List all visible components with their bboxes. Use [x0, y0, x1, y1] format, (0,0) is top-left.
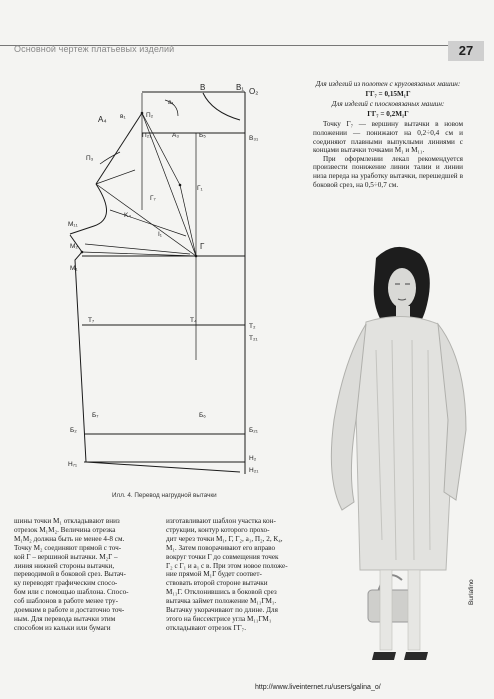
label-h2: H₂ [249, 455, 257, 462]
text-line: дит через точки М₁, Г, Г₂, а₁, П₂, 2, К₄, [166, 534, 283, 543]
paragraph-pattern-finish: При оформлении лекал рекомендуется произвести понижение линии талии и линии низа переда на уработку вытачки, перешедшей в боковой срез, на 0,5÷0,7 см. [313, 154, 463, 189]
label-a4: A₄ [98, 115, 107, 124]
intro-circular-knit: Для изделий из полотен с круговязаных машин: [315, 80, 461, 88]
text-line: шины точки М₁ откладывают вниз [14, 517, 120, 525]
label-k4: K₄ [124, 212, 131, 219]
running-header-title: Основной чертеж платьевых изделий [14, 44, 175, 54]
label-t4: T₄ [190, 317, 197, 324]
label-a3: A₃ [172, 132, 179, 139]
bottom-left-column [14, 517, 162, 633]
intro-flat-knit: Для изделий с плосковязаных машин: [331, 100, 445, 109]
label-b7: Б₇ [92, 412, 99, 419]
model-photo-illustration [316, 240, 491, 670]
footer-url: http://www.liveinternet.ru/users/galina_o/ [255, 684, 381, 691]
text-line: изготавливают шаблон участка кон- [166, 517, 276, 525]
text-line: Точку М₂ соединяют прямой с точ- [14, 543, 122, 552]
label-b31: B₃₁ [249, 135, 259, 142]
label-t2: T₂ [249, 323, 256, 330]
text-line: бом или с помощью шаблона. Спосо- [14, 588, 129, 597]
label-b: B [200, 83, 206, 92]
text-line: М₁. Затем поворачивают его вправо [166, 543, 276, 552]
paragraph-dart-point: Точку Г₇ — вершину вытачки в новом положении — понижают на 0,2÷0,4 см и соединяют плавными выпуклыми линиями с концами вытачки точками М₁ и М₁₁. [313, 120, 463, 155]
label-v1: в₁ [120, 113, 126, 120]
label-p2: П₂ [146, 112, 154, 119]
point-g1 [179, 184, 182, 187]
label-i1: I₁ [158, 231, 162, 238]
text-line: Г₂ с Г₁ и а₁ с в. При этом новое положе- [166, 561, 288, 570]
label-b71: Б₂ [70, 427, 77, 434]
text-line: соб шаблонов в работе менее тру- [14, 597, 118, 606]
neckline-curve [203, 93, 240, 120]
text-line: способом из кальки или бумаги [14, 623, 111, 632]
dart-line-8 [110, 210, 186, 236]
label-b6: Б₆ [199, 412, 206, 419]
label-b21: Б₂₁ [249, 427, 258, 434]
text-line: струкции, контур которого прохо- [166, 525, 270, 534]
hem-line [86, 462, 240, 472]
point-m2 [81, 251, 84, 254]
text-line: кой Г – вершиной вытачки. М₂Г – [14, 552, 118, 561]
text-line: Вытачку укорачивают по длине. Для [166, 606, 278, 615]
text-line: ку переводят графическим спосо- [14, 579, 118, 588]
label-p21: П₂₁ [142, 132, 152, 139]
label-m1: M₁ [70, 265, 78, 272]
formula-flat-knit: ГГ₇ = 0,2М₁Г [367, 109, 409, 118]
text-line: доемким в работе и достаточно точ- [14, 606, 125, 615]
text-line: ние прямой М₁Г будет соответ- [166, 570, 262, 579]
text-line: откладывают отрезок ГГ₇. [166, 623, 246, 632]
text-line: М₁₁Г. Отклонившись в боковой срез [166, 588, 277, 597]
label-t21: T₂₁ [249, 335, 258, 342]
text-line: переводимой в боковой срез. Вытач- [14, 570, 126, 579]
text-line: линия нижней стороны вытачки, [14, 561, 115, 570]
text-line: М₁М₂ должна быть не менее 4-8 см. [14, 534, 125, 543]
label-b5: Б₅ [199, 132, 206, 139]
label-g1: Г₁ [197, 185, 203, 192]
page-number: 27 [448, 41, 484, 61]
label-g7: Г₇ [150, 195, 156, 202]
text-line: вокруг точки Г до совмещения точек [166, 552, 279, 561]
text-line: вытачка займет положение М₁₁ГМ₁. [166, 597, 277, 606]
label-a1: a₁ [168, 99, 174, 106]
label-m2: M₂ [70, 243, 78, 250]
pattern-svg [0, 60, 320, 485]
dart-line-3 [96, 184, 196, 256]
label-m11: M₁₁ [68, 221, 78, 228]
photo-credit: Burlafino [468, 579, 475, 605]
dart-line-6 [96, 170, 135, 184]
figure-caption: Илл. 4. Перевод нагрудной вытачки [112, 492, 217, 499]
label-g: Г [200, 242, 205, 251]
model-photo [316, 240, 491, 670]
text-line: этого на биссектрисе угла М₁₁ГМ₁ [166, 614, 272, 623]
label-h71: H₇₁ [68, 461, 78, 468]
formula-circular-knit: ГГ₇ = 0,15М₁Г [365, 89, 411, 98]
text-line: ным. Для перевода вытачки этим [14, 614, 116, 623]
label-t7: T₇ [88, 317, 95, 324]
text-line: отрезок М₁М₂. Величина отрезка [14, 525, 116, 534]
label-o2: O₂ [249, 87, 259, 96]
dart-line-2 [142, 113, 180, 185]
bottom-right-column [166, 517, 314, 633]
right-text-column [313, 80, 463, 189]
label-b1: B₁ [236, 83, 245, 92]
point-v1 [141, 112, 144, 115]
pattern-drawing [0, 60, 320, 485]
text-line: ствовать второй стороне вытачки [166, 579, 268, 588]
label-h21: H₂₁ [249, 467, 259, 474]
label-p3: П₃ [86, 155, 94, 162]
point-g [195, 255, 198, 258]
